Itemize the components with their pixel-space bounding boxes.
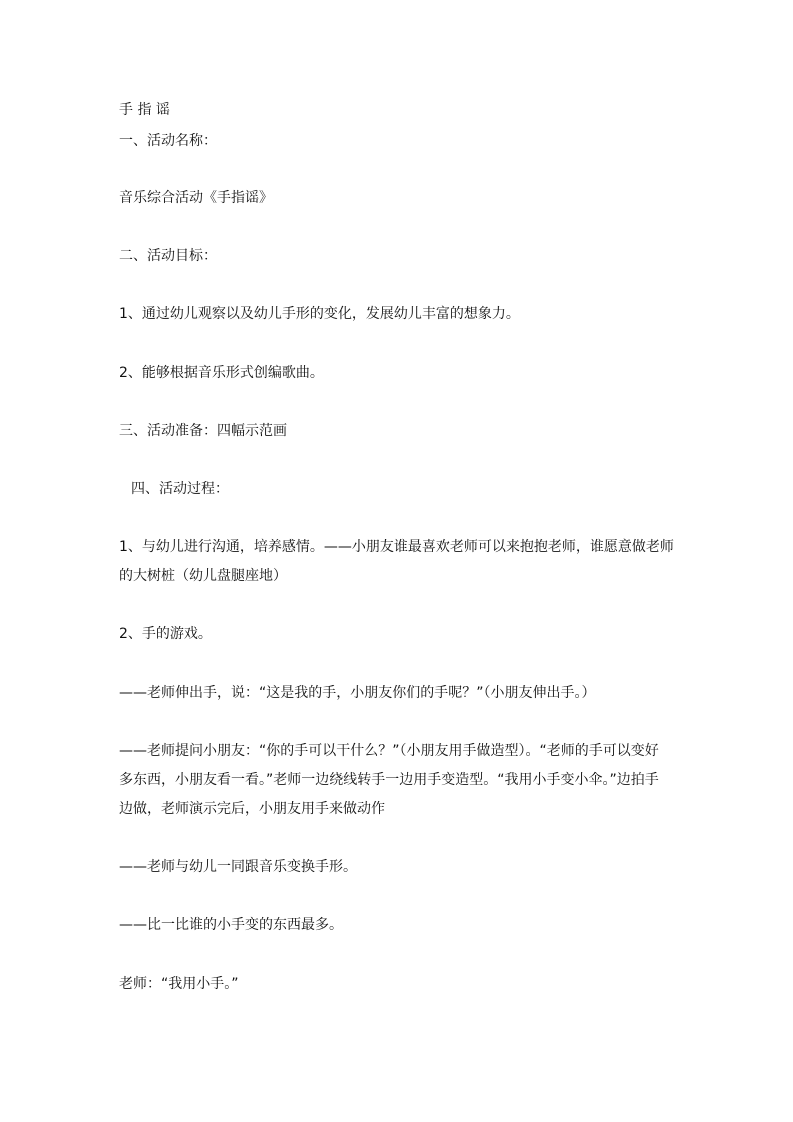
activity-name-heading: 一、活动名称： xyxy=(119,133,217,149)
dialog-2-line-3: 边做，老师演示完后，小朋友用手来做动作 xyxy=(119,801,385,817)
dialog-1: ——老师伸出手，说：“这是我的手，小朋友你们的手呢？”（小朋友伸出手。） xyxy=(119,685,596,701)
dialog-2-line-2: 多东西，小朋友看一看。”老师一边绕线转手一边用手变造型。“我用小手变小伞。”边拍手 xyxy=(119,772,659,788)
goals-heading: 二、活动目标： xyxy=(119,248,217,264)
goal-1: 1、通过幼儿观察以及幼儿手形的变化，发展幼儿丰富的想象力。 xyxy=(119,306,520,322)
step-1-line-2: 的大树桩（幼儿盘腿座地） xyxy=(119,568,287,584)
step-2: 2、手的游戏。 xyxy=(119,626,212,642)
dialog-3: ——老师与幼儿一同跟音乐变换手形。 xyxy=(119,859,357,875)
dialog-2-line-1: ——老师提问小朋友：“你的手可以干什么？”（小朋友用手做造型）。“老师的手可以变好 xyxy=(119,743,659,759)
dialog-4: ——比一比谁的小手变的东西最多。 xyxy=(119,917,343,933)
process-heading: 四、活动过程： xyxy=(131,481,229,497)
activity-name: 音乐综合活动《手指谣》 xyxy=(119,190,273,206)
document-title: 手 指 谣 xyxy=(119,102,170,118)
preparation: 三、活动准备：四幅示范画 xyxy=(119,423,287,439)
dialog-5: 老师：“我用小手。” xyxy=(119,976,239,992)
goal-2: 2、能够根据音乐形式创编歌曲。 xyxy=(119,365,324,381)
step-1-line-1: 1、与幼儿进行沟通，培养感情。——小朋友谁最喜欢老师可以来抱抱老师，谁愿意做老师 xyxy=(119,539,674,555)
